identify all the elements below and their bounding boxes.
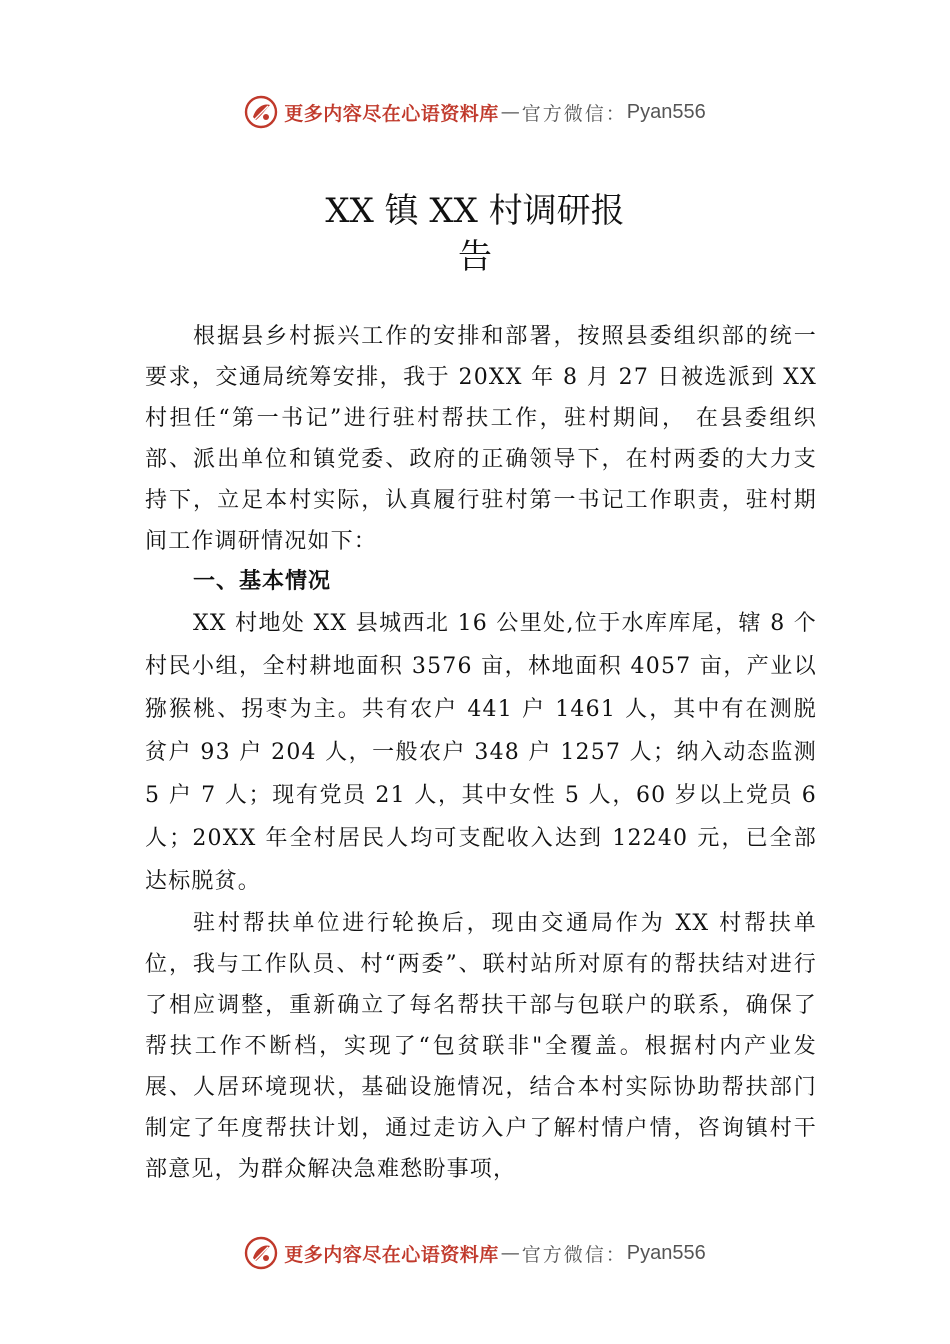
- intro-paragraph: 根据县乡村振兴工作的安排和部署，按照县委组织部的统一要求，交通局统筹安排，我于 20XX 年 8 月 27 日被选派到 XX 村担任“第一书记”进行驻村帮扶工作，驻村期间， 在县委组织部、派出单位和镇党委、政府的正确领导下，在村两委的大力支持下，立足本村实际，认真履行驻村第一书记工作职责，驻村期间工作调研情况如下：: [145, 324, 817, 554]
- assistance-paragraph: 驻村帮扶单位进行轮换后，现由交通局作为 XX 村帮扶单位，我与工作队员、村“两委”、联村站所对原有的帮扶结对进行了相应调整，重新确立了每名帮扶干部与包联户的联系，确保了帮扶工作不断档，实现了“包贫联非"全覆盖。根据村内产业发展、人居环境现状，基础设施情况，结合本村实际协助帮扶部门制定了年度帮扶计划，通过走访入户了解村情户情，咨询镇村干部意见，为群众解决急难愁盼事项，: [145, 911, 817, 1182]
- title-line-1: XX 镇 XX 村调研报: [325, 191, 625, 231]
- section-heading-basic-info: 一、基本情况: [193, 569, 332, 594]
- title-line-2: 告: [458, 237, 492, 277]
- brand-logo-icon: [244, 1236, 278, 1270]
- banner-brand-text: 更多内容尽在心语资料库: [284, 1243, 499, 1266]
- banner-wechat-id: Pyan556: [626, 100, 706, 123]
- basic-info-paragraph: XX 村地处 XX 县城西北 16 公里处,位于水库库尾，辖 8 个村民小组，全村耕地面积 3576 亩，林地面积 4057 亩，产业以猕猴桃、拐枣为主。共有农户 441 户 1461 人，其中有在测脱贫户 93 户 204 人，一般农户 348 户 1257 人；纳入动态监测 5 户 7 人；现有党员 21 人，其中女性 5 人，60 岁以上党员 6 人；20XX 年全村居民人均可支配收入达到 12240 元，已全部达标脱贫。: [145, 611, 817, 894]
- banner-separator: —: [500, 101, 520, 123]
- banner-wechat-id: Pyan556: [626, 1241, 706, 1264]
- document-body: [145, 316, 817, 1190]
- banner-separator: —: [500, 1242, 520, 1264]
- document-title: [0, 188, 950, 280]
- brand-logo-icon: [244, 95, 278, 129]
- footer-banner: [0, 1233, 950, 1273]
- banner-wechat-label: 官方微信：: [521, 102, 627, 125]
- banner-brand-text: 更多内容尽在心语资料库: [284, 102, 499, 125]
- header-banner: [0, 92, 950, 132]
- banner-wechat-label: 官方微信：: [521, 1243, 627, 1266]
